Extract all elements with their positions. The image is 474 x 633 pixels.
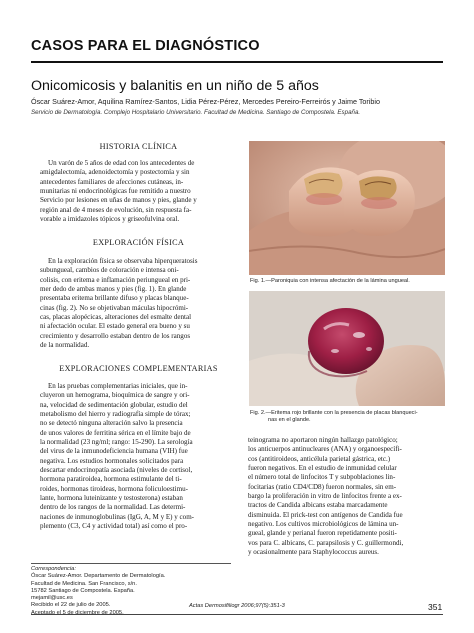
text-line: la normalidad (23 ng/ml; rango: 15-290). La serología bbox=[40, 438, 193, 447]
text-line: lante, hormona luteinizante y testosterona) estaban bbox=[40, 494, 183, 503]
text-line: subungueal, cambios de coloración e intensa oni- bbox=[40, 266, 179, 275]
text-line: teinograma no aportaron ningún hallazgo patológico; bbox=[248, 436, 398, 444]
correspondence-footnote bbox=[31, 566, 231, 617]
text-line: antecedentes familiares de afecciones cutáneas, in- bbox=[40, 177, 184, 186]
caption-line: Fig. 2.—Eritema rojo brillante con la presencia de placas blanqueci- bbox=[250, 410, 418, 416]
footnote-line: Correspondencia: bbox=[31, 566, 76, 572]
text-line: vorable a imidazoles tópicos y griseofulvina oral. bbox=[40, 215, 180, 224]
caption-line: Fig. 1.—Paroniquia con intensa afectación de la lámina ungueal. bbox=[250, 278, 410, 284]
text-line: naciones de inmunoglobulinas (IgG, A, M y E) y com- bbox=[40, 512, 195, 521]
section-heading-complementarias: EXPLORACIONES COMPLEMENTARIAS bbox=[59, 364, 218, 373]
section-heading-exploracion: EXPLORACIÓN FÍSICA bbox=[92, 238, 185, 247]
text-line: hormona paratiroidea, hormona estimulante del ti- bbox=[40, 475, 182, 484]
paragraph-historia bbox=[40, 159, 237, 224]
glans-photo bbox=[249, 291, 445, 406]
text-line: vos para C. albicans, C. parapsilosis y C. guillermondi, bbox=[248, 538, 404, 547]
text-line: plemento (C3, C4 y actividad total) así como el pro- bbox=[40, 522, 188, 531]
text-line: roides, hormonas tiroideas, hormona foliculoestimu- bbox=[40, 484, 188, 493]
text-line: región anal de 4 meses de evolución, sin respuesta fa- bbox=[40, 205, 192, 214]
figure-2-caption bbox=[250, 410, 445, 424]
paragraph-exploracion bbox=[40, 257, 237, 350]
text-line: gueal, glande y perianal fueron repetidamente positi- bbox=[248, 529, 397, 538]
text-line: del virus de la inmunodeficiencia humana (VIH) fue bbox=[40, 447, 188, 456]
paragraph-right-column bbox=[248, 436, 443, 557]
section-heading-historia: HISTORIA CLÍNICA bbox=[99, 142, 178, 151]
text-line: negativo. Los cultivos microbiológicos de lámina un- bbox=[248, 520, 399, 529]
text-line: colisis, con eritema e inflamación periungueal en pri- bbox=[40, 275, 191, 284]
text-line: munitarias ni endocrinológicas fue remitido a nuestro bbox=[40, 187, 191, 196]
journal-citation: Actas Dermosifiliogr 2006;97(5):351-3 bbox=[189, 603, 285, 609]
text-line: presentaba eritema brillante difuso y placas blanque- bbox=[40, 294, 189, 303]
footnote-divider bbox=[31, 563, 231, 564]
footnote-email[interactable]: mejamil@usc.es bbox=[31, 595, 73, 602]
text-line: En las pruebas complementarias iniciales, que in- bbox=[48, 382, 188, 390]
caption-line: nas en el glande. bbox=[268, 417, 311, 424]
figure-1-caption bbox=[250, 278, 445, 285]
text-line: el número total de linfocitos T y subpoblaciones lin- bbox=[248, 473, 396, 482]
finger-nails-photo bbox=[249, 141, 445, 275]
section-label: CASOS PARA EL DIAGNÓSTICO bbox=[31, 38, 260, 54]
text-line: mer dedo de ambas manos y pies (fig. 1). En glande bbox=[40, 285, 187, 294]
article-title: Onicomicosis y balanitis en un niño de 5 años bbox=[31, 78, 319, 94]
text-line: negativa. Los estudios hormonales solicitados para bbox=[40, 456, 184, 465]
text-line: descartar endocrinopatía asociada (niveles de cortisol, bbox=[40, 466, 193, 475]
footer-rule bbox=[31, 614, 443, 615]
page-number: 351 bbox=[428, 602, 443, 612]
text-line: ni afectación ocular. El estado general era bueno y su bbox=[40, 322, 190, 331]
text-line: amigdalectomía, adenoidectomía y postectomía y sin bbox=[40, 168, 190, 177]
text-line: cinas (fig. 2). No se objetivaban máculas hipocrómi- bbox=[40, 303, 189, 312]
footnote-line: 15782 Santiago de Compostela. España. bbox=[31, 587, 135, 594]
text-line: bargo la proliferación in vitro de linfocitos frente a ex- bbox=[248, 492, 402, 501]
footnote-line: Facultad de Medicina. San Francisco, s/n. bbox=[31, 580, 137, 587]
text-line: na, velocidad de sedimentación globular, estudio del bbox=[40, 400, 188, 409]
text-line: no se detectó ninguna alteración salvo la presencia bbox=[40, 419, 183, 428]
header-rule bbox=[31, 61, 443, 63]
text-line: En la exploración física se observaba hiperqueratosis bbox=[48, 257, 198, 265]
text-line: disminuida. El prick-test con antígenos de Candida fue bbox=[248, 510, 403, 519]
text-line: de unos valores de ferritina sérica en el límite bajo de bbox=[40, 428, 191, 437]
text-line: Un varón de 5 años de edad con los antecedentes de bbox=[48, 159, 195, 167]
text-line: Servicio por lesiones en uñas de manos y pies, glande y bbox=[40, 196, 197, 205]
text-line: cluyeron un hemograma, bioquímica de sangre y ori- bbox=[40, 391, 190, 400]
footnote-line: Óscar Suárez-Amor. Departamento de Dermatología. bbox=[31, 573, 166, 580]
author-list: Óscar Suárez-Amor, Aquilina Ramírez-Santos, Lidia Pérez-Pérez, Mercedes Pereiro-Ferreirós y Jaime Toribio bbox=[31, 97, 380, 106]
figure-2-photo bbox=[249, 291, 445, 406]
text-line: cos (antitiroideos, anticélula parietal gástrica, etc.) bbox=[248, 454, 391, 463]
text-line: cas, placas alopécicas, alteraciones del esmalte dental bbox=[40, 313, 192, 322]
text-line: fueron negativos. En el estudio de inmunidad celular bbox=[248, 464, 397, 473]
text-line: dentro de los rangos de la normalidad. Las determi- bbox=[40, 503, 186, 512]
text-line: tractos de Candida albicans estaba marcadamente bbox=[248, 501, 388, 510]
affiliation: Servicio de Dermatología. Complejo Hospitalario Universitario. Facultad de Medicina. Santiago de Compostela. España. bbox=[31, 109, 361, 116]
footnote-line: Aceptado el 5 de diciembre de 2005. bbox=[31, 609, 124, 616]
text-line: crecimiento y desarrollo estaban dentro de los rangos bbox=[40, 331, 191, 340]
text-line: focitarias (ratio CD4/CD8) fueron normales, sin em- bbox=[248, 482, 397, 491]
text-line: de la normalidad. bbox=[40, 341, 90, 350]
paragraph-complementarias bbox=[40, 382, 237, 532]
text-line: los anticuerpos antinucleares (ANA) y organoespecífi- bbox=[248, 445, 402, 454]
text-line: metabolismo del hierro y radiografía simple de tórax; bbox=[40, 410, 191, 419]
footnote-line: Recibido el 22 de julio de 2005. bbox=[31, 602, 111, 609]
figure-1-photo bbox=[249, 141, 445, 275]
text-line: y ocasionalmente para Staphylococcus aureus. bbox=[248, 548, 379, 557]
